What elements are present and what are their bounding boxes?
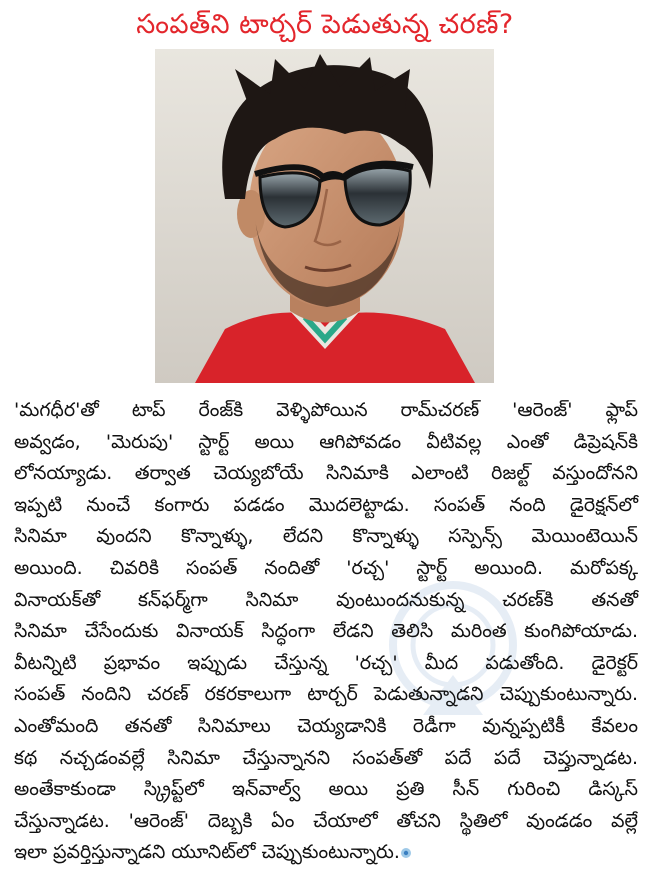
- article-line: అవ్వడం, 'మెరుపు' స్టార్ట్ అయి ఆగిపోవడం వీటివల్ల ఎంతో డిప్రెషన్‌కి: [14, 430, 638, 453]
- article-line-text: ఇలా ప్రవర్తిస్తున్నాడని యూనిట్‌లో చెప్పుకుంటున్నారు.: [14, 841, 400, 864]
- article-line: వీటన్నిటి ప్రభావం ఇప్పుడు చేస్తున్న 'రచ్చ' మీద పడుతోంది. డైరెక్టర్: [14, 651, 638, 674]
- article-line: ఎంతోమంది తనతో సినిమాలు చెయ్యడానికి రెడీగా వున్నప్పటికీ కేవలం: [14, 714, 638, 737]
- article-line: [14, 837, 638, 869]
- article-line: ఇప్పటి నుంచే కంగారు పడడం మొదలెట్టాడు. సంపత్ నంది డైరెక్షన్‌లో: [14, 493, 638, 516]
- article-line: సినిమా వుందని కొన్నాళ్ళు, లేదని కొన్నాళ్ళు సస్పెన్స్ మెయింటెయిన్: [14, 525, 638, 548]
- headline: సంపత్‌ని టార్చర్ పెడుతున్న చరణ్?: [136, 9, 514, 40]
- article-line: సినిమా చేసేందుకు వినాయక్ సిద్ధంగా లేడని తెలిసి మరింత కుంగిపోయాడు.: [14, 620, 638, 643]
- article-line: చేస్తున్నాడట. 'ఆరెంజ్' దెబ్బకి ఏం చేయాలో తోచని స్థితిలో వుండడం వల్లే: [14, 809, 638, 832]
- leaf-icon: [400, 847, 412, 859]
- article-body: [14, 395, 638, 869]
- article-line: సంపత్ నందిని చరణ్ రకరకాలుగా టార్చర్ పెడుతున్నాడని చెప్పుకుంటున్నారు.: [14, 683, 638, 706]
- article-line: లోనయ్యాడు. తర్వాత చెయ్యబోయే సినిమాకి ఎలాంటి రిజల్ట్ వస్తుందోనని: [14, 462, 638, 485]
- article-line: అయింది. చివరికి సంపత్ నందితో 'రచ్చ' స్టార్ట్ అయింది. మరోపక్క: [14, 556, 638, 579]
- portrait-photo: [155, 49, 494, 383]
- article-line: కథ నచ్చడంవల్లే సినిమా చేస్తున్నానని సంపత్‌తో పదే పదే చెప్తున్నాడట.: [14, 746, 638, 769]
- article-line: 'మగధీర'తో టాప్ రేంజ్‌కి వెళ్ళిపోయిన రామ్‌చరణ్ 'ఆరెంజ్' ఫ్లాప్: [14, 399, 638, 421]
- article-line: అంతేకాకుండా స్క్రిప్ట్‌లో ఇన్‌వాల్వ్ అయి ప్రతి సీన్ గురించి డిస్కస్: [14, 778, 638, 801]
- article-line: వినాయక్‌తో కన్‌ఫర్మ్‌గా సినిమా వుంటుందనుకున్న చరణ్‌కి తనతో: [14, 588, 638, 611]
